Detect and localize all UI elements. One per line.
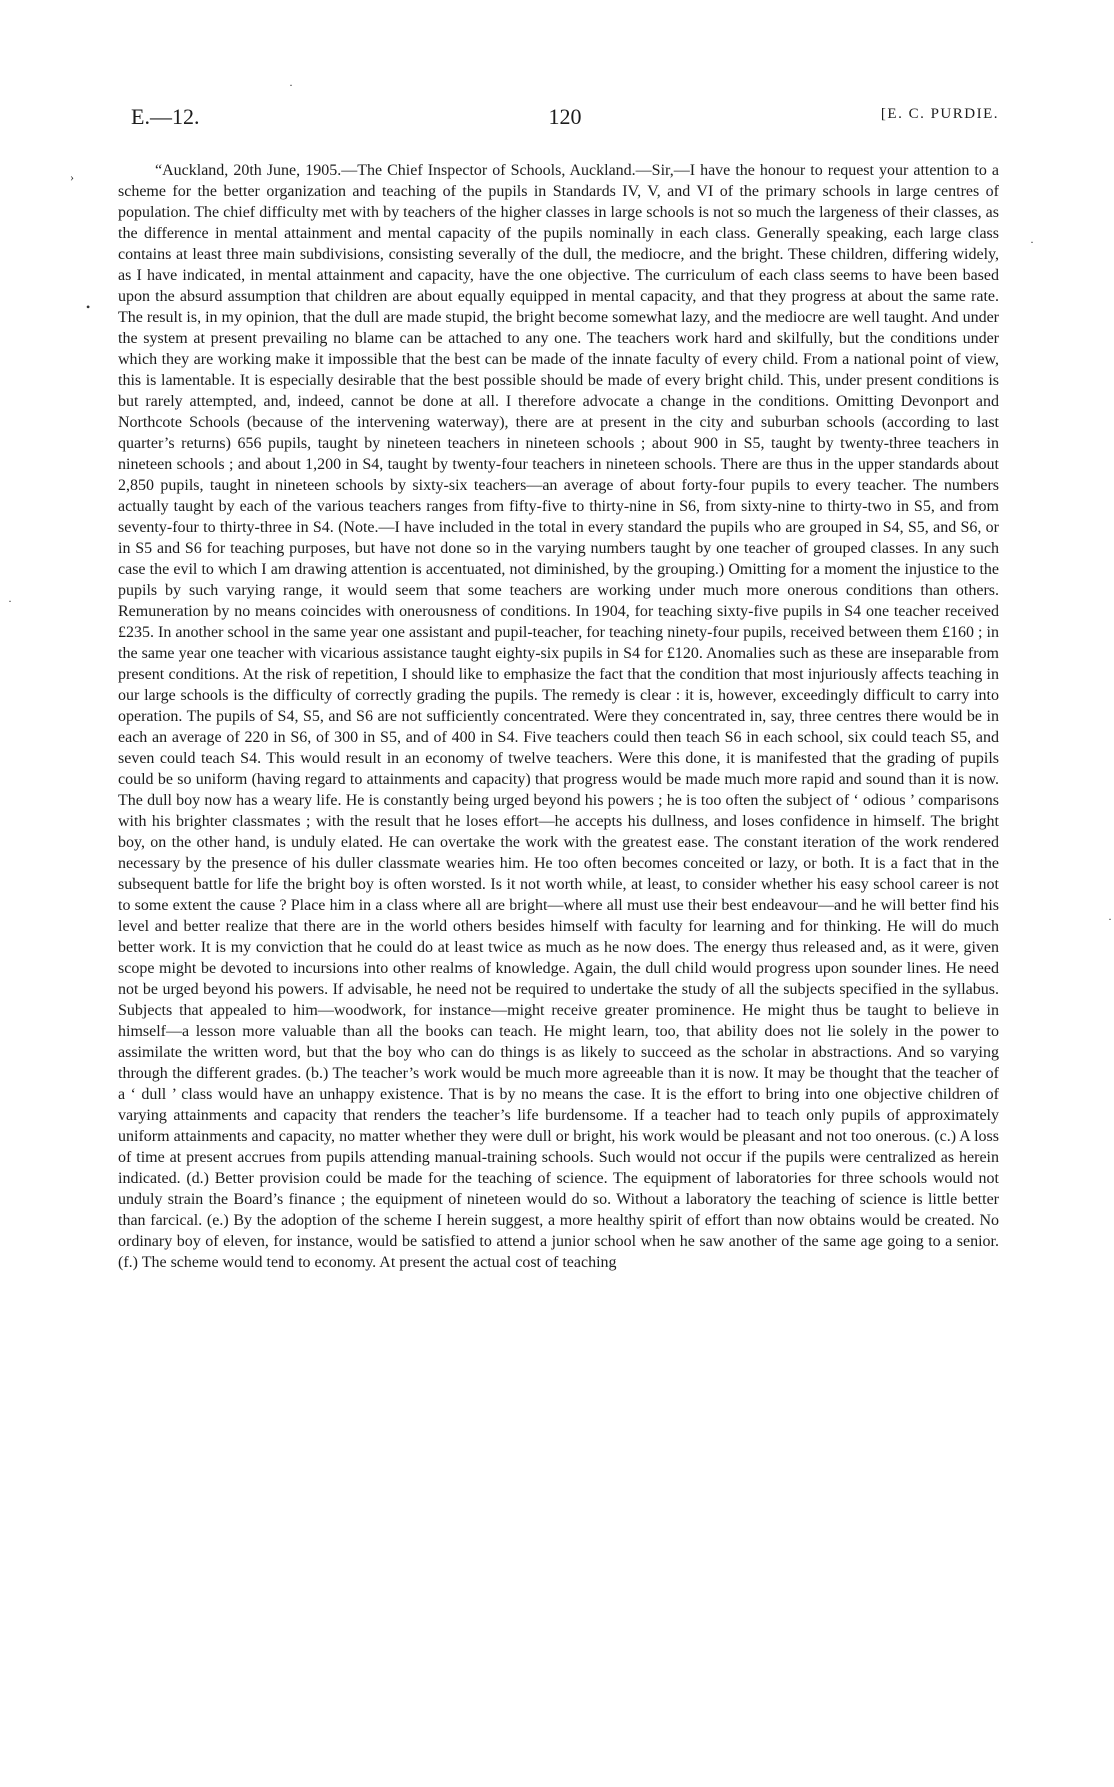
scan-margin-mark-icon: · (1108, 912, 1112, 926)
scan-margin-mark-icon: › (70, 170, 74, 184)
scan-margin-mark-icon: · (1030, 235, 1034, 249)
body-paragraph: “Auckland, 20th June, 1905.—The Chief Inspector of Schools, Auckland.—Sir,—I have the honour to request your attention to a scheme for the better organization and teaching of the pupils in Standards IV, V, and VI of the primary schools in large centres of population. The chief difficulty met with by teachers of the higher classes in large schools is not so much the largeness of their classes, as the difference in mental attainment and mental capacity of the pupils nominally in each class. Generally speaking, each large class contains at least three main subdivisions, consisting severally of the dull, the mediocre, and the bright. These children, differing widely, as I have indicated, in mental attainment and capacity, have the one objective. The curriculum of each class seems to have been based upon the absurd assumption that children are about equally equipped in mental capacity, and that they progress at about the same rate. The result is, in my opinion, that the dull are made stupid, the bright become somewhat lazy, and the mediocre are well taught. And under the system at present prevailing no blame can be attached to any one. The teachers work hard and skilfully, but the conditions under which they are working make it impossible that the best can be made of the innate faculty of every child. From a national point of view, this is lamentable. It is especially desirable that the best possible should be made of every bright child. This, under present conditions is but rarely attempted, and, indeed, cannot be done at all. I therefore advocate a change in the conditions. Omitting Devonport and Northcote Schools (because of the intervening waterway), there are at present in the city and suburban schools (according to last quarter’s returns) 656 pupils, taught by nineteen teachers in nineteen schools ; about 900 in S5, taught by twenty-three teachers in nineteen schools ; and about 1,200 in S4, taught by twenty-four teachers in nineteen schools. There are thus in the upper standards about 2,850 pupils, taught in nineteen schools by sixty-six teachers—an average of about forty-four pupils to every teacher. The numbers actually taught by each of the various teachers ranges from fifty-five to thirty-nine in S6, from sixty-nine to thirty-two in S5, and from seventy-four to thirty-three in S4. (Note.—I have included in the total in every standard the pupils who are grouped in S4, S5, and S6, or in S5 and S6 for teaching purposes, but have not done so in the varying numbers taught by one teacher of grouped classes. In any such case the evil to which I am drawing attention is accentuated, not diminished, by the grouping.) Omitting for a moment the injustice to the pupils by such varying range, it would seem that some teachers are working under much more onerous conditions than others. Remuneration by no means coincides with onerousness of conditions. In 1904, for teaching sixty-five pupils in S4 one teacher received £235. In another school in the same year one assistant and pupil-teacher, for teaching ninety-four pupils, received between them £160 ; in the same year one teacher with vicarious assistance taught eighty-six pupils in S4 for £120. Anomalies such as these are inseparable from present conditions. At the risk of repetition, I should like to emphasize the fact that the condition that most injuriously affects teaching in our large schools is the difficulty of correctly grading the pupils. The remedy is clear : it is, however, exceedingly difficult to carry into operation. The pupils of S4, S5, and S6 are not sufficiently concentrated. Were they concentrated in, say, three centres there would be in each an average of 220 in S6, of 300 in S5, and of 400 in S4. Five teachers could then teach S6 in each school, six could teach S5, and seven could teach S4. This would result in an economy of twelve teachers. Were this done, it is manifested that the grading of pupils could be so uniform (having regard to attainments and capacity) that progress would be made much more rapid and sound than it is now. The dull boy now has a weary life. He is constantly being urged beyond his powers ; he is too often the subject of ‘ odious ’ comparisons with his brighter classmates ; with the result that he loses effort—he accepts his dullness, and loses confidence in himself. The bright boy, on the other hand, is unduly elated. He can overtake the work with the greatest ease. The constant iteration of the work rendered necessary by the presence of his duller classmate wearies him. He too often becomes conceited or lazy, or both. It is a fact that in the subsequent battle for life the bright boy is often worsted. Is it not worth while, at least, to consider whether his easy school career is not to some extent the cause ? Place him in a class where all are bright—where all must use their best endeavour—and he will better find his level and better realize that there are in the world others besides himself with faculty for learning and for thinking. He will do much better work. It is my conviction that he could do at least twice as much as he now does. The energy thus released and, as it were, given scope might be devoted to incursions into other realms of knowledge. Again, the dull child would progress upon sounder lines. He need not be urged beyond his powers. If advisable, he need not be required to undertake the study of all the subjects specified in the syllabus. Subjects that appealed to him—woodwork, for instance—might receive greater prominence. He might thus be taught to believe in himself—a lesson more valuable than all the books can teach. He might learn, too, that ability does not lie solely in the power to assimilate the written word, but that the boy who can do things is as likely to succeed as the scholar in abstractions. And so varying through the different grades. (b.) The teacher’s work would be much more agreeable than it is now. It may be thought that the teacher of a ‘ dull ’ class would have an unhappy existence. That is by no means the case. It is the effort to bring into one objective children of varying attainments and capacity that renders the teacher’s life burdensome. If a teacher had to teach only pupils of approximately uniform attainments and capacity, no matter whether they were dull or bright, his work would be pleasant and not too onerous. (c.) A loss of time at present accrues from pupils attending manual-training schools. Such would not occur if the pupils were centralized as herein indicated. (d.) Better provision could be made for the teaching of science. The equipment of laboratories for three schools would not unduly strain the Board’s finance ; the equipment of nineteen would do so. Without a laboratory the teaching of science is little better than farcical. (e.) By the adoption of the scheme I herein suggest, a more healthy spirit of effort than now obtains would be created. No ordinary boy of eleven, for instance, would be satisfied to attend a junior school when he saw another of the same age going to a senior. (f.) The scheme would tend to economy. At present the actual cost of teaching (118, 162, 999, 1271)
scan-margin-mark-icon: · (8, 594, 12, 608)
document-reference: E.—12. (131, 104, 200, 129)
page-number: 120 (548, 104, 582, 129)
scan-speck-icon: · (289, 78, 293, 92)
scan-margin-mark-icon: • (86, 300, 91, 314)
page-header (131, 104, 999, 144)
author-running-head: [E. C. PURDIE. (880, 106, 999, 122)
